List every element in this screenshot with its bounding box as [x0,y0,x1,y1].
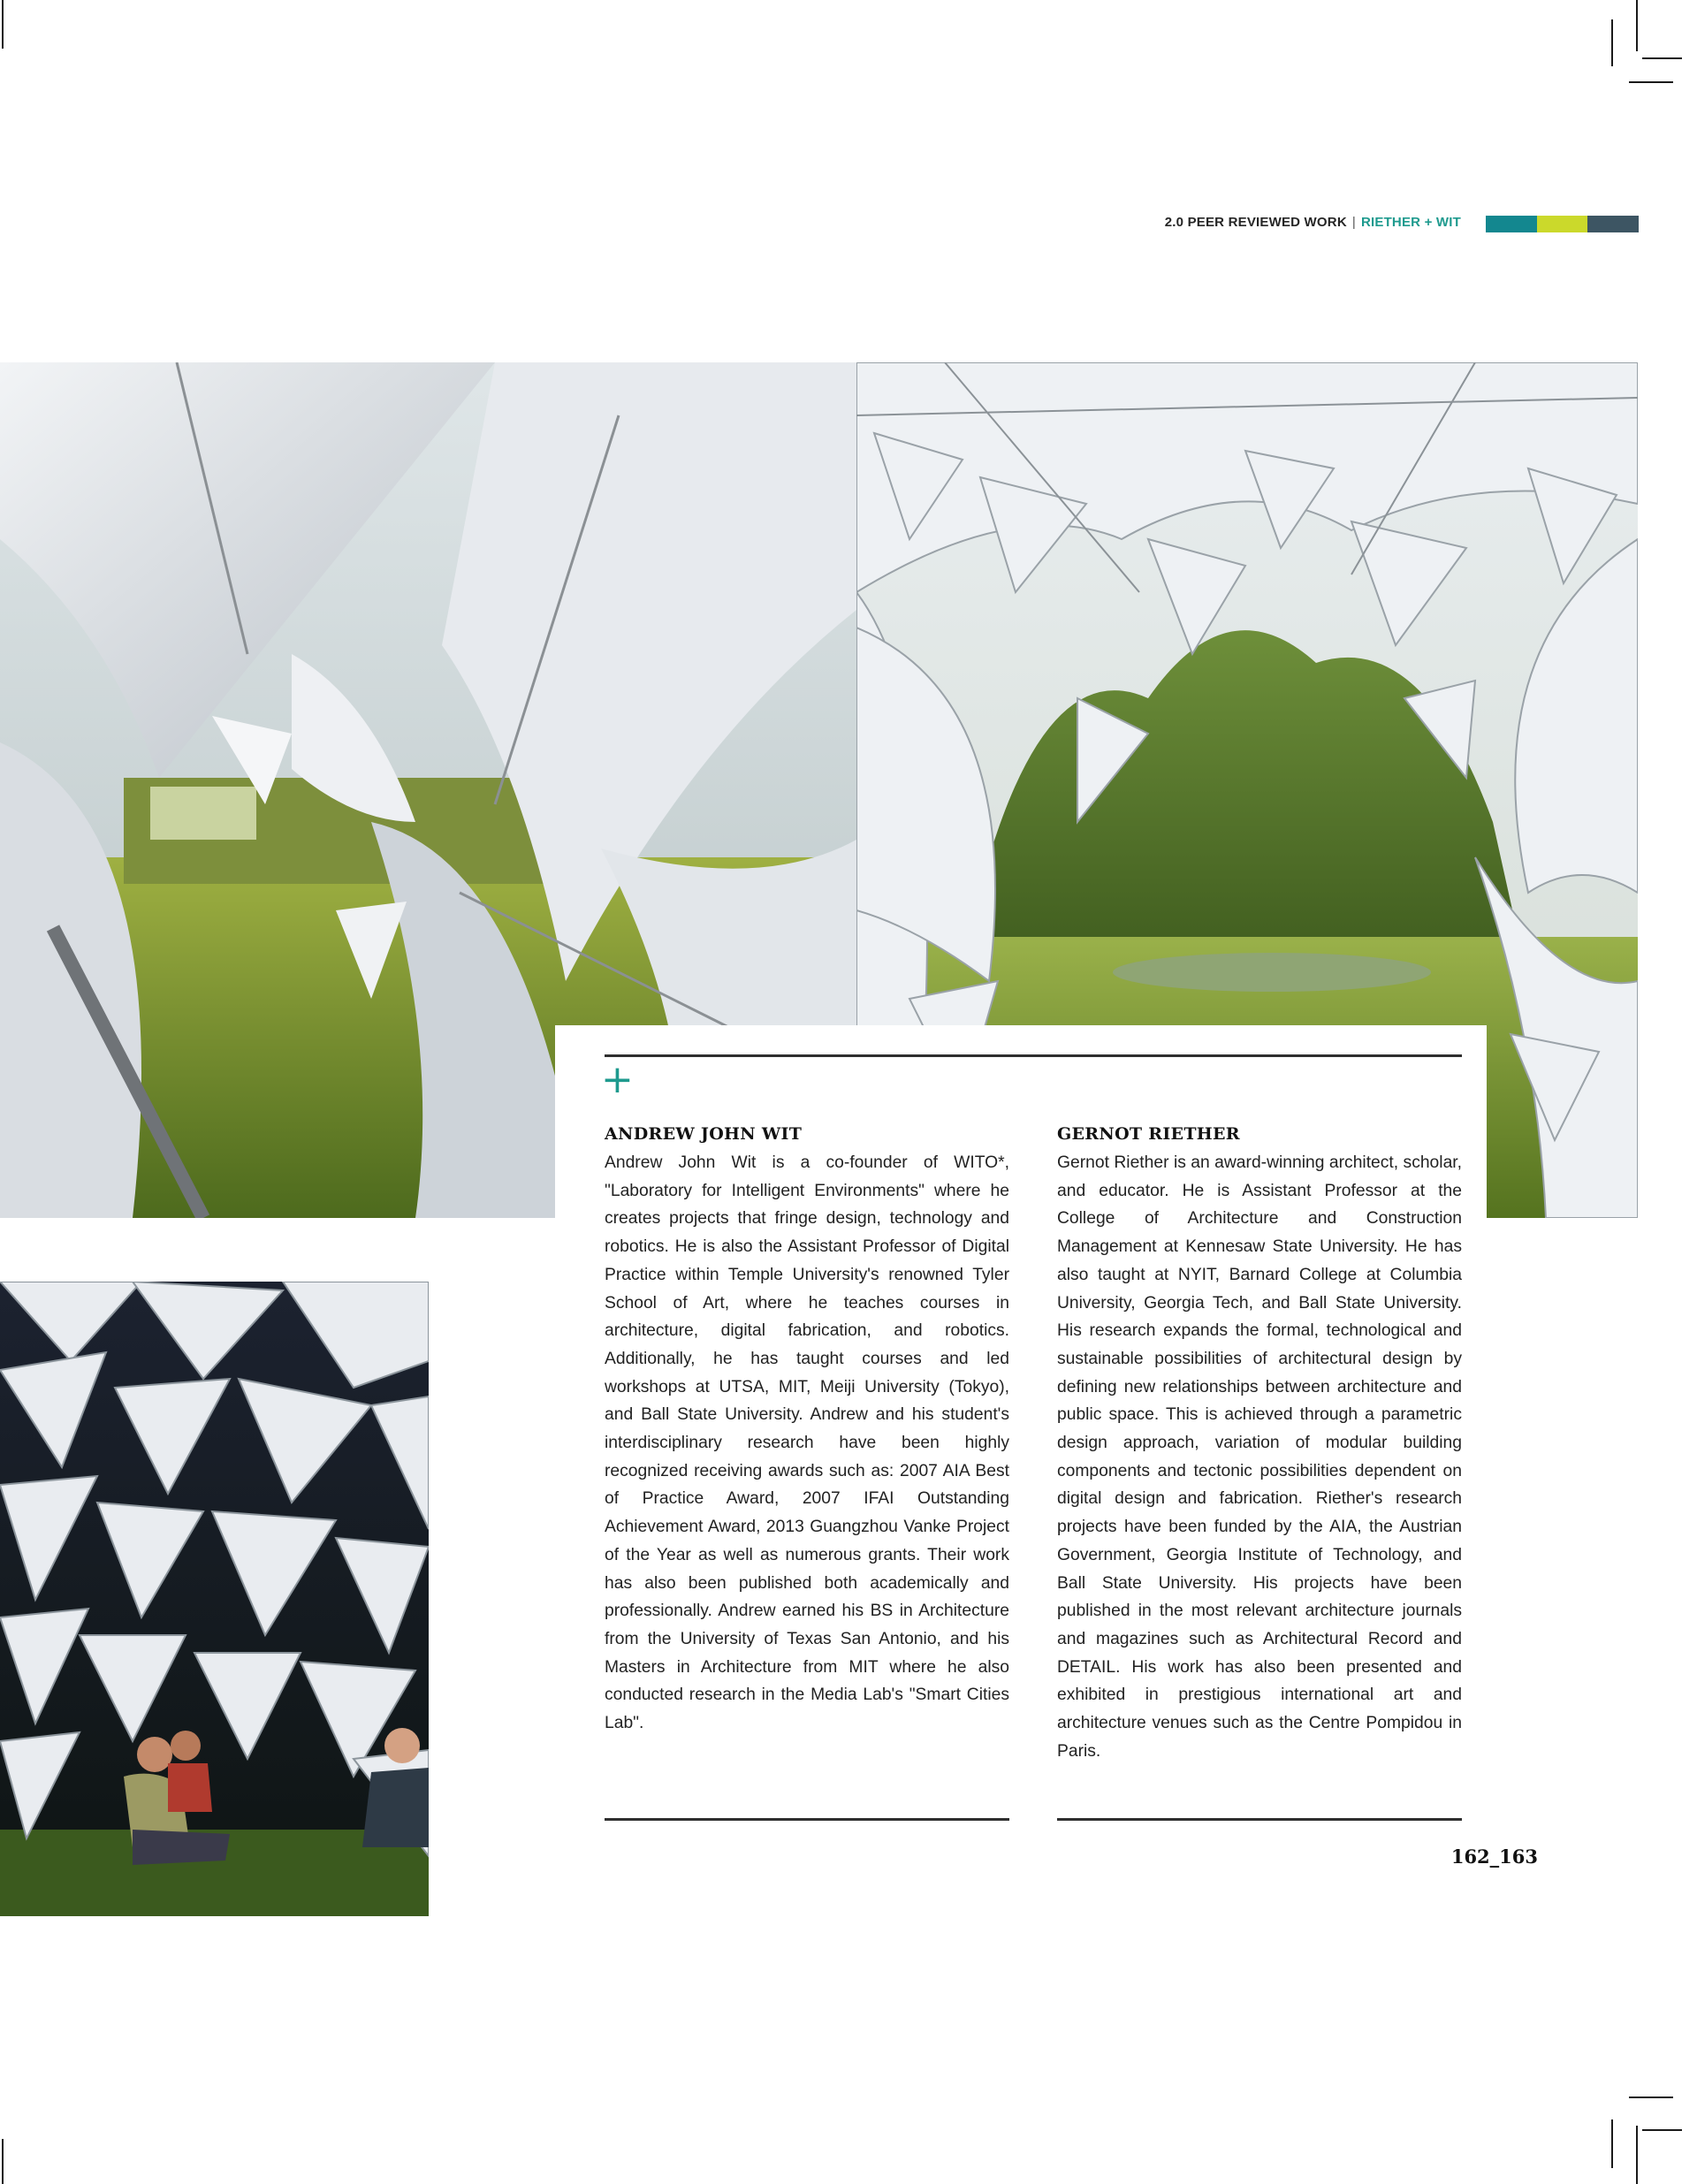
plus-icon: + [601,1057,634,1102]
bio-panel [555,1025,1487,1847]
bio-text: Andrew John Wit is a co-founder of WITO*, "Laboratory for Intelligent Environments" where he creates projects that fringe design, technology and robotics. He is also the Assistant Professor of Digital Practice within Temple University's renowned Tyler School of Art, where he teaches courses in architecture, digital fabrication, and robotics. Additionally, he has taught courses and led workshops at UTSA, MIT, Meiji University (Tokyo), and Ball State University. Andrew and his student's interdisciplinary research have been highly recognized receiving awards such as: 2007 AIA Best of Practice Award, 2007 IFAI Outstanding Achievement Award, 2013 Guangzhou Vanke Project of the Year as well as numerous grants. Their work has also been published both academically and professionally. Andrew earned his BS in Architecture from the University of Texas San Antonio, and his Masters in Architecture from MIT where he also conducted research in the Media Lab's "Smart Cities Lab". [605,1153,1009,1733]
running-header-separator: | [1351,215,1356,230]
bio-top-rule [605,1054,1462,1057]
bio-bottom-rule-left [605,1818,1009,1821]
crop-mark-top-right-h1 [1642,57,1682,59]
bio-bottom-rule-right [1057,1818,1462,1821]
bio-name: GERNOT RIETHER [1057,1124,1240,1144]
bio-text: Gernot Riether is an award-winning architect, scholar, and educator. He is Assistant Professor at the College of Architecture and Construction Management at Kennesaw State University. He has also taught at NYIT, Barnard College at Columbia University, Georgia Tech, and Ball State University. His research expands the formal, technological and sustainable possibilities of architectural design by defining new relationships between architecture and public space. This is achieved through a parametric design approach, variation of modular building components and tectonic possibilities dependent on digital design and fabrication. Riether's research projects have been funded by the AIA, the Austrian Government, Georgia Institute of Technology, and Ball State University. His projects have been published in the most relevant architecture journals and magazines such as Architectural Record and DETAIL. His work has also been presented and exhibited in prestigious international art and architecture venues such as the Centre Pompidou in Paris. [1057,1153,1462,1761]
photo-pavilion-visitors-graphic [0,1282,429,1916]
crop-mark-top-right-inner [1611,19,1613,66]
crop-mark-top-left [2,0,4,49]
crop-mark-bottom-right-h1 [1629,2096,1673,2098]
bio-column-riether [1057,1124,1462,1765]
bio-name: ANDREW JOHN WIT [605,1124,803,1144]
color-bar-slate [1587,216,1639,232]
running-header-authors: RIETHER + WIT [1360,215,1461,230]
crop-mark-bottom-right-h2 [1642,2129,1682,2131]
bio-column-wit [605,1124,1009,1738]
color-bar-lime [1537,216,1588,232]
crop-mark-top-right-outer [1636,0,1638,51]
running-header-section: 2.0 PEER REVIEWED WORK [1164,215,1347,230]
crop-mark-bottom-left [2,2139,4,2184]
running-header [972,215,1461,230]
color-bar-teal [1486,216,1537,232]
crop-mark-bottom-right-inner [1611,2119,1613,2168]
page-number: 162_163 [1450,1845,1538,1868]
photo-pavilion-visitors [0,1282,429,1916]
crop-mark-top-right-h2 [1629,81,1673,83]
section-color-bars [1486,216,1639,232]
crop-mark-bottom-right-outer [1636,2126,1638,2184]
